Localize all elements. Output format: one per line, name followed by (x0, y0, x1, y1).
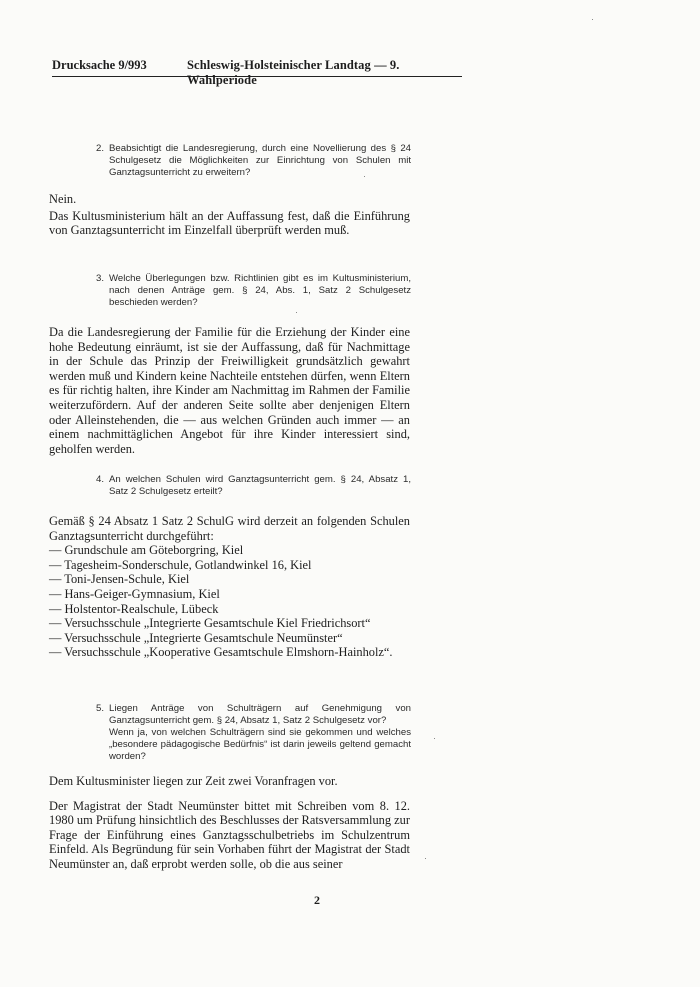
question-subtext: Wenn ja, von welchen Schulträgern sind sie gekommen und welches „besondere pädagogische Bedürfnis“ ist darin jeweils geltend gemacht worden? (109, 727, 411, 762)
list-item: — Versuchsschule „Integrierte Gesamtschule Neumünster“ (49, 630, 343, 645)
scan-speck (296, 312, 297, 313)
list-item: — Hans-Geiger-Gymnasium, Kiel (49, 586, 220, 601)
document-number: Drucksache 9/993 (52, 58, 147, 72)
scan-speck (425, 858, 426, 859)
answer-5-paragraph: Der Magistrat der Stadt Neumünster bittet mit Schreiben vom 8. 12. 1980 um Prüfung hinsichtlich des Beschlusses der Ratsversammlung zur Frage der Einführung eines Ganztagsschulbetriebs im Schulzentrum Einfeld. Als Begründung für sein Vorhaben führt der Magistrat der Stadt Neumünster an, daß erprobt werden solle, ob die aus seiner (49, 798, 410, 871)
answer-2-line-2: Das Kultusministerium hält an der Auffassung fest, daß die Einführung von Ganztagsunterricht im Einzelfall überprüft werden muß. (49, 208, 410, 238)
answer-2-line-1: Nein. (49, 192, 77, 206)
question-text: Welche Überlegungen bzw. Richtlinien gibt es im Kultusministerium, nach denen Anträge gem. § 24, Abs. 1, Satz 2 Schulgesetz beschieden werden? (109, 273, 411, 308)
answer-3-text: Da die Landesregierung der Familie für die Erziehung der Kinder eine hohe Bedeutung einräumt, ist sie der Auffassung, daß für Nachmittage in der Schule das Prinzip der Freiwilligkeit grundsätzlich gewahrt werden muß und Kindern keine Nachteile entstehen dürfen, wenn Eltern es für richtig halten, ihre Kinder am Nachmittag im Rahmen der Familie weiterzufördern. Auf der anderen Seite sollte aber denjenigen Eltern oder Alleinstehenden, die — aus welchen Gründen auch immer — an einem nachmittäglichen Angebot für ihre Kinder interessiert sind, geholfen werden. (49, 325, 410, 456)
question-number: 5. (96, 703, 105, 714)
page-number: 2 (314, 893, 320, 907)
answer-4-intro: Gemäß § 24 Absatz 1 Satz 2 SchulG wird derzeit an folgenden Schulen Ganztagsunterricht durchgeführt: (49, 514, 410, 543)
list-item: — Versuchsschule „Integrierte Gesamtschule Kiel Friedrichsort“ (49, 616, 371, 631)
answer-5-line-1: Dem Kultusminister liegen zur Zeit zwei Voranfragen vor. (49, 774, 338, 788)
answer-3 (49, 325, 410, 456)
scan-speck (364, 176, 365, 177)
list-item: — Holstentor-Realschule, Lübeck (49, 601, 219, 616)
question-number: 3. (96, 273, 105, 284)
question-text: An welchen Schulen wird Ganztagsunterricht gem. § 24, Absatz 1, Satz 2 Schulgesetz erteilt? (109, 474, 411, 497)
question-number: 4. (96, 474, 105, 485)
list-item: — Toni-Jensen-Schule, Kiel (49, 572, 190, 587)
answer-5 (49, 774, 410, 872)
list-item: — Grundschule am Göteborgring, Kiel (49, 543, 244, 558)
question-number: 2. (96, 143, 105, 154)
scan-speck (592, 19, 593, 20)
parliament-title: Schleswig-Holsteinischer Landtag — 9. Wahlperiode (187, 58, 400, 87)
list-item: — Versuchsschule „Kooperative Gesamtschule Elmshorn-Hainholz“. (49, 645, 393, 660)
question-3 (96, 273, 411, 309)
question-2 (96, 143, 411, 179)
question-5 (96, 703, 411, 763)
answer-2 (49, 192, 410, 238)
question-text: Liegen Anträge von Schulträgern auf Genehmigung von Ganztagsunterricht gem. § 24, Absatz 1, Satz 2 Schulgesetz vor? (109, 703, 411, 726)
question-4 (96, 474, 411, 498)
question-text: Beabsichtigt die Landesregierung, durch eine Novellierung des § 24 Schulgesetz die Möglichkeiten zur Einrichtung von Schulen mit Ganztagsunterricht zu erweitern? (109, 143, 411, 178)
answer-4 (49, 514, 410, 660)
list-item: — Tagesheim-Sonderschule, Gotlandwinkel 16, Kiel (49, 557, 312, 572)
scan-speck (434, 738, 435, 739)
school-list (49, 543, 410, 660)
page-header (52, 58, 462, 87)
